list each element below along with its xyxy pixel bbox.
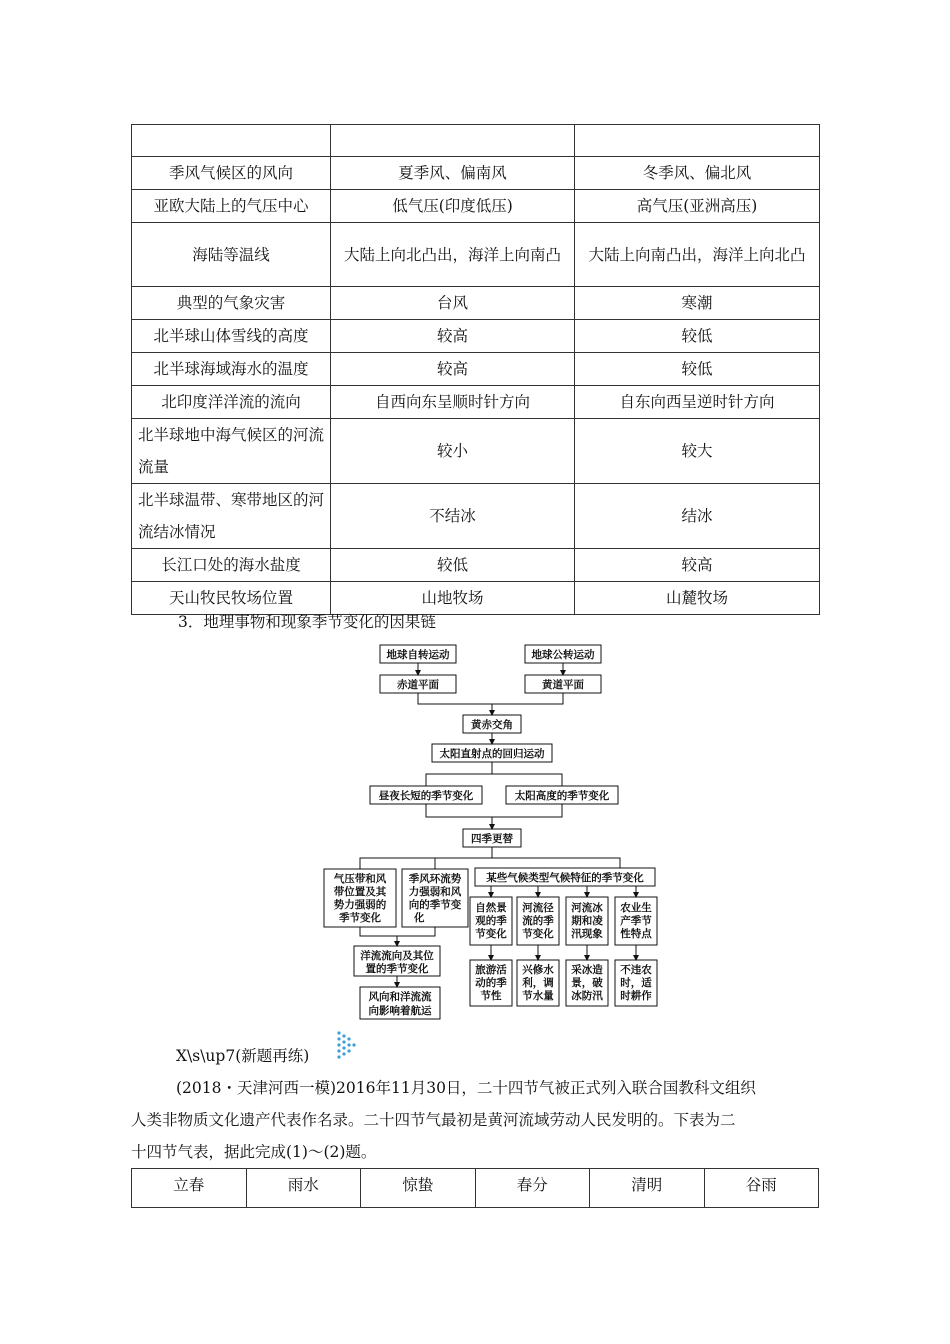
paragraph-line: 十四节气表，据此完成(1)～(2)题。 [131, 1143, 377, 1161]
node-ecliptic-plane: 黄道平面 [542, 679, 584, 691]
node-runoff [522, 901, 554, 940]
paragraph-line: (2018・天津河西一模)2016年11月30日，二十四节气被正式列入联合国教科文组织 [176, 1079, 756, 1097]
table-row [132, 386, 820, 419]
svg-text:置的季节变化: 置的季节变化 [365, 963, 429, 975]
table-cell [132, 125, 331, 157]
node-ice [571, 901, 603, 940]
table-cell: 谷雨 [704, 1169, 819, 1208]
svg-text:势力强弱的: 势力强弱的 [333, 899, 387, 911]
node-ice-use [571, 963, 603, 1002]
table-cell [331, 125, 575, 157]
table-cell: 较低 [575, 320, 820, 353]
svg-text:旅游活: 旅游活 [475, 964, 507, 976]
table-cell: 北半球温带、寒带地区的河流结冰情况 [132, 484, 331, 549]
table-cell: 大陆上向北凸出，海洋上向南凸 [331, 223, 575, 287]
table-row [132, 190, 820, 223]
svg-text:向影响着航运: 向影响着航运 [368, 1005, 432, 1017]
table-cell: 较小 [331, 419, 575, 484]
table-cell: 大陆上向南凸出，海洋上向北凸 [575, 223, 820, 287]
paragraph-line: 人类非物质文化遗产代表作名录。二十四节气最初是黄河流域劳动人民发明的。下表为二 [131, 1111, 736, 1129]
node-current-direction [360, 949, 434, 975]
svg-text:季风环流势: 季风环流势 [408, 873, 462, 885]
node-subsolar: 太阳直射点的回归运动 [439, 748, 545, 760]
table-cell: 高气压(亚洲高压) [575, 190, 820, 223]
table-row [132, 1169, 819, 1208]
chevron-dots-icon [336, 1030, 358, 1062]
node-monsoon [409, 872, 462, 924]
svg-text:时，适: 时，适 [620, 977, 652, 989]
node-revolution: 地球公转运动 [531, 649, 595, 661]
node-farming [620, 963, 652, 1002]
table-cell: 立春 [132, 1169, 247, 1208]
table-row [132, 287, 820, 320]
table-row [132, 320, 820, 353]
table-cell: 自东向西呈逆时针方向 [575, 386, 820, 419]
table-row [132, 223, 820, 287]
table-row [132, 484, 820, 549]
table-cell: 北半球地中海气候区的河流流量 [132, 419, 331, 484]
svg-text:节变化: 节变化 [475, 928, 507, 940]
node-daylength: 昼夜长短的季节变化 [378, 790, 474, 802]
svg-text:季节变化: 季节变化 [339, 912, 381, 924]
table-row [132, 419, 820, 484]
svg-text:河流径: 河流径 [522, 902, 554, 914]
svg-text:兴修水: 兴修水 [522, 964, 554, 976]
table-cell: 台风 [331, 287, 575, 320]
svg-text:时耕作: 时耕作 [620, 990, 652, 1002]
table-cell: 长江口处的海水盐度 [132, 549, 331, 582]
svg-text:汛现象: 汛现象 [571, 928, 603, 940]
table-cell: 清明 [590, 1169, 705, 1208]
table-cell: 夏季风、偏南风 [331, 157, 575, 190]
table-cell: 亚欧大陆上的气压中心 [132, 190, 331, 223]
table-cell: 天山牧民牧场位置 [132, 582, 331, 615]
table-cell: 较大 [575, 419, 820, 484]
table-row [132, 353, 820, 386]
svg-text:节性: 节性 [480, 990, 502, 1002]
svg-text:节水量: 节水量 [522, 990, 554, 1002]
svg-text:观的季: 观的季 [475, 915, 507, 927]
table-cell: 北半球山体雪线的高度 [132, 320, 331, 353]
svg-text:性特点: 性特点 [620, 928, 652, 940]
node-pressure-belts [334, 872, 387, 924]
table-cell: 北半球海域海水的温度 [132, 353, 331, 386]
svg-text:冰防汛: 冰防汛 [571, 990, 603, 1002]
table-cell: 结冰 [575, 484, 820, 549]
node-obliquity: 黄赤交角 [471, 719, 513, 731]
node-water [521, 963, 554, 1002]
svg-text:期和凌: 期和凌 [571, 915, 603, 927]
svg-text:带位置及其: 带位置及其 [333, 886, 387, 898]
svg-text:气压带和风: 气压带和风 [333, 873, 387, 885]
table-cell: 惊蛰 [361, 1169, 476, 1208]
solar-terms-table [131, 1168, 819, 1208]
svg-text:化: 化 [414, 912, 425, 924]
table-cell: 山麓牧场 [575, 582, 820, 615]
node-tourism [475, 963, 507, 1002]
svg-text:洋流流向及其位: 洋流流向及其位 [360, 950, 434, 962]
table-cell: 山地牧场 [331, 582, 575, 615]
table-cell: 不结冰 [331, 484, 575, 549]
table-cell: 雨水 [246, 1169, 361, 1208]
table-cell: 海陆等温线 [132, 223, 331, 287]
table-cell [575, 125, 820, 157]
table-cell: 低气压(印度低压) [331, 190, 575, 223]
node-rotation: 地球自转运动 [386, 649, 450, 661]
table-cell: 寒潮 [575, 287, 820, 320]
svg-text:流的季: 流的季 [522, 915, 554, 927]
table-cell: 较高 [331, 320, 575, 353]
table-cell: 北印度洋洋流的流向 [132, 386, 331, 419]
table-row [132, 549, 820, 582]
node-equator-plane: 赤道平面 [397, 679, 439, 691]
table-cell: 春分 [475, 1169, 590, 1208]
table-cell: 较低 [575, 353, 820, 386]
node-sun-height: 太阳高度的季节变化 [514, 790, 610, 802]
svg-text:向的季节变: 向的季节变 [408, 899, 462, 911]
node-climate-features: 某些气候类型气候特征的季节变化 [486, 872, 644, 884]
new-question-label: X\s\up7(新题再练) [176, 1047, 310, 1065]
table-cell: 冬季风、偏北风 [575, 157, 820, 190]
svg-text:采冰造: 采冰造 [571, 964, 603, 976]
table-cell: 较高 [575, 549, 820, 582]
svg-text:节变化: 节变化 [522, 928, 554, 940]
node-landscape [475, 901, 507, 940]
svg-text:不违农: 不违农 [620, 964, 652, 976]
causal-flowchart [320, 640, 665, 1022]
section-heading: 3．地理事物和现象季节变化的因果链 [178, 613, 436, 631]
svg-text:风向和洋流流: 风向和洋流流 [368, 991, 432, 1003]
node-agriculture [620, 901, 652, 940]
table-cell: 季风气候区的风向 [132, 157, 331, 190]
svg-text:利，调: 利，调 [522, 977, 554, 989]
svg-text:动的季: 动的季 [475, 977, 507, 989]
svg-text:产季节: 产季节 [620, 915, 652, 927]
comparison-table [131, 124, 820, 615]
table-cell: 典型的气象灾害 [132, 287, 331, 320]
table-cell: 自西向东呈顺时针方向 [331, 386, 575, 419]
svg-text:农业生: 农业生 [620, 902, 652, 914]
svg-text:景，破: 景，破 [571, 977, 603, 989]
table-cell: 较低 [331, 549, 575, 582]
svg-text:自然景: 自然景 [475, 902, 507, 914]
node-wind-current-shipping [369, 990, 432, 1017]
table-row [132, 157, 820, 190]
table-cell: 较高 [331, 353, 575, 386]
svg-text:力强弱和风: 力强弱和风 [408, 886, 462, 898]
table-row [132, 125, 820, 157]
node-four-seasons: 四季更替 [471, 833, 513, 845]
svg-text:河流冰: 河流冰 [571, 902, 603, 914]
